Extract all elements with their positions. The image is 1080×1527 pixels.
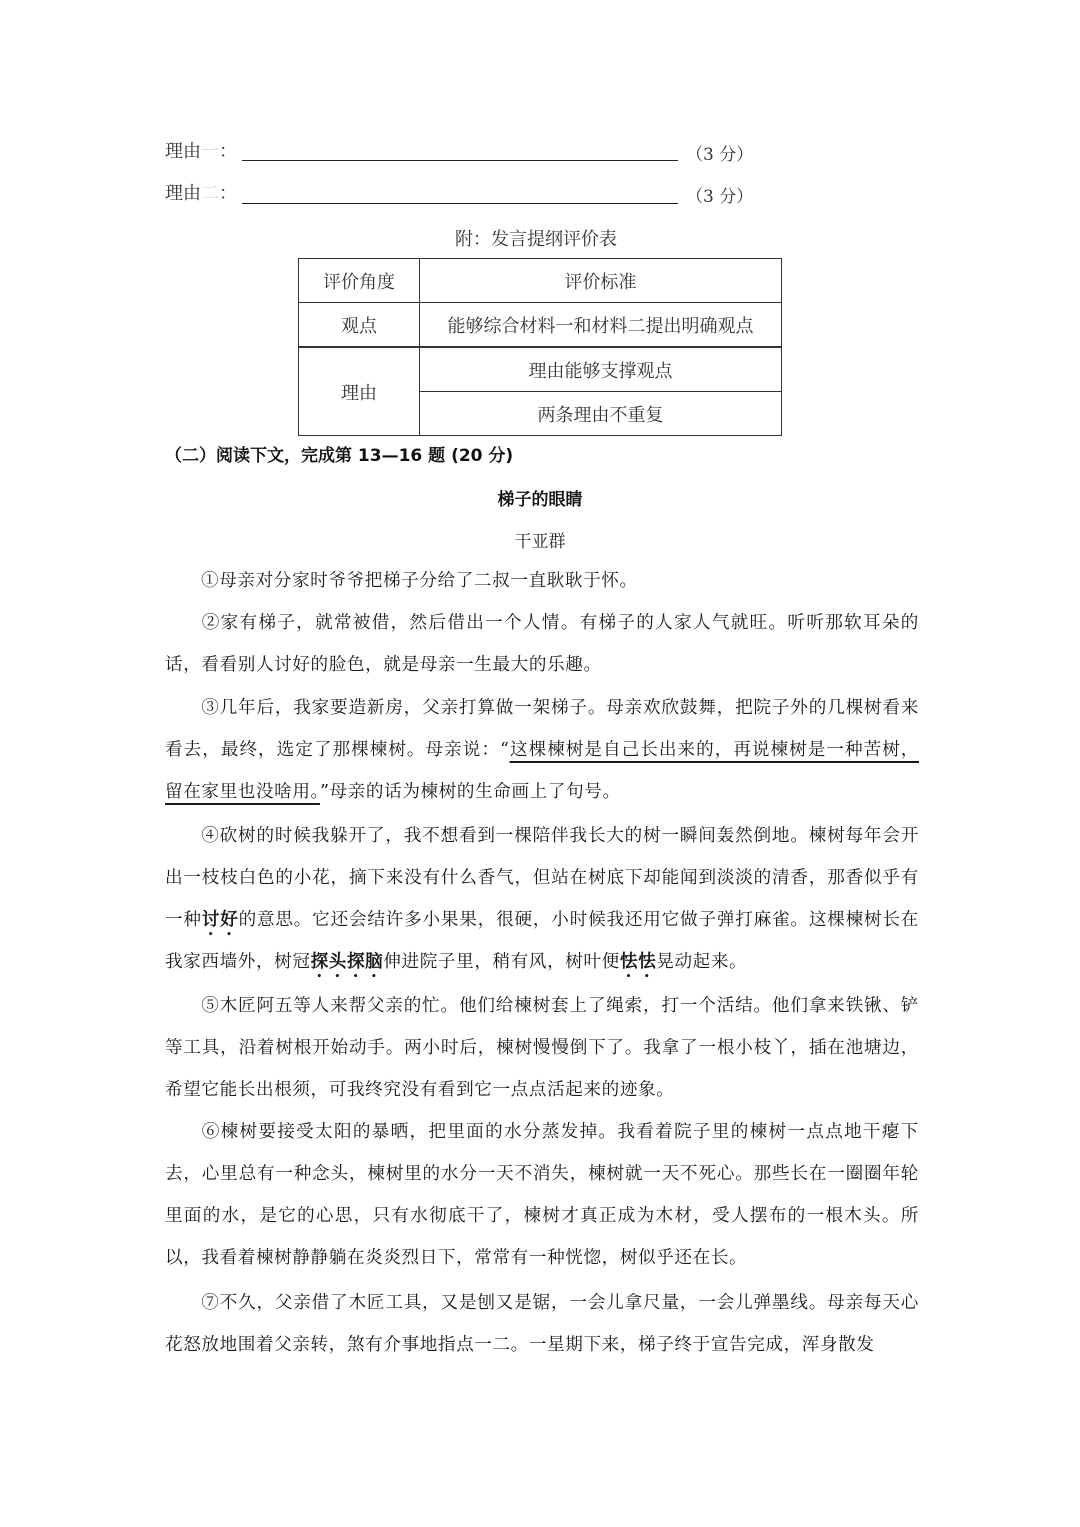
paragraph-1 — [165, 560, 919, 602]
table-cell-criteria: 理由能够支撑观点 — [420, 347, 782, 392]
reason-one-answer-line[interactable] — [242, 142, 678, 161]
reason-two-score: （3 分） — [686, 187, 754, 207]
reason-colon: ： — [219, 183, 237, 204]
paragraph-text: ④砍树的时候我躲开了，我不想看到一棵陪伴我长大的树一瞬间轰然倒地。楝树每年会开出一枝枝白色的小花，摘下来没有什么香气，但站在树底下却能闻到淡淡的清香，那香似乎有一种 — [165, 826, 919, 930]
article-author: 干亚群 — [514, 532, 566, 552]
paragraph-text: ⑥楝树要接受太阳的暴晒，把里面的水分蒸发掉。我看着院子里的楝树一点点地干瘪下去，心里总有一种念头，楝树里的水分一天不消失，楝树就一天不死心。那些长在一圈圈年轮里面的水，是它的心思，只有水彻底干了，楝树才真正成为木材，受人摆布的一根木头。所以，我看着楝树静静躺在炎炎烈日下，常常有一种恍惚，树似乎还在长。 — [165, 1122, 919, 1268]
paragraph-3 — [165, 687, 919, 813]
paragraph-text: ③几年后，我家要造新房，父亲打算做一架梯子。母亲欢欣鼓舞，把院子外的几棵树看来看去，最终，选定了那棵楝树。母亲说：“ — [165, 698, 919, 760]
paragraph-text: 的意思。它还会结许多小果果，很硬，小时候我还用它做子弹打麻雀。这棵楝树长在我家西墙外，树冠 — [165, 910, 919, 972]
reason-colon: ： — [219, 141, 237, 162]
paragraph-6 — [165, 1111, 919, 1279]
section-heading: （二）阅读下文，完成第 13—16 题 (20 分) — [165, 446, 514, 466]
reason-label: 理由 — [165, 141, 201, 162]
paragraph-text: ②家有梯子，就常被借，然后借出一个人情。有梯子的人家人气就旺。听听那软耳朵的话，看看别人讨好的脸色，就是母亲一生最大的乐趣。 — [165, 613, 919, 675]
table-cell-aspect: 观点 — [299, 303, 420, 348]
table-cell-aspect: 理由 — [299, 347, 420, 436]
reason-label: 理由 — [165, 183, 201, 204]
paragraph-text: ”母亲的话为楝树的生命画上了句号。 — [319, 782, 621, 802]
underlined-quote: 这棵楝树是自己长出来的，再说楝树是一种苦树，留在家里也没啥用。 — [165, 740, 919, 802]
paragraph-text: 伸进院子里，稍有风，树叶便 — [383, 952, 620, 972]
paragraph-5 — [165, 985, 919, 1111]
table-row — [299, 303, 782, 348]
paragraph-text: ①母亲对分家时爷爷把梯子分给了二叔一直耿耿于怀。 — [201, 571, 638, 591]
paragraph-text: ⑤木匠阿五等人来帮父亲的忙。他们给楝树套上了绳索，打一个活结。他们拿来铁锹、铲等工具，沿着树根开始动手。两小时后，楝树慢慢倒下了。我拿了一根小枝丫，插在池塘边，希望它能长出根须，可我终究没有看到它一点点活起来的迹象。 — [165, 996, 919, 1100]
paragraph-text: 晃动起来。 — [656, 952, 748, 972]
table-row — [299, 347, 782, 392]
emphasized-word: 怯怯 — [619, 952, 657, 972]
reason-number: 一 — [201, 141, 219, 162]
emphasized-word: 探头探脑 — [310, 952, 384, 972]
paragraph-2 — [165, 602, 919, 686]
reason-one-label-row — [165, 138, 237, 166]
article-title: 梯子的眼睛 — [497, 490, 583, 510]
evaluation-table — [298, 258, 782, 436]
reason-one-score: （3 分） — [686, 145, 754, 165]
paragraph-text: ⑦不久，父亲借了木匠工具，又是刨又是锯，一会儿拿尺量，一会儿弹墨线。母亲每天心花怒放地围着父亲转，煞有介事地指点一二。一星期下来，梯子终于宣告完成，浑身散发 — [165, 1293, 919, 1355]
table-header-cell: 评价角度 — [299, 259, 420, 303]
table-cell-criteria: 能够综合材料一和材料二提出明确观点 — [420, 303, 782, 348]
emphasized-word: 讨好 — [201, 910, 239, 930]
table-header-row — [299, 259, 782, 303]
paragraph-7 — [165, 1282, 919, 1366]
reason-number: 二 — [201, 183, 219, 204]
appendix-title: 附：发言提纲评价表 — [455, 229, 617, 250]
paragraph-4 — [165, 815, 919, 983]
table-header-cell: 评价标准 — [420, 259, 782, 303]
reason-two-answer-line[interactable] — [242, 185, 678, 204]
table-cell-criteria: 两条理由不重复 — [420, 392, 782, 436]
reason-two-label-row — [165, 180, 237, 208]
